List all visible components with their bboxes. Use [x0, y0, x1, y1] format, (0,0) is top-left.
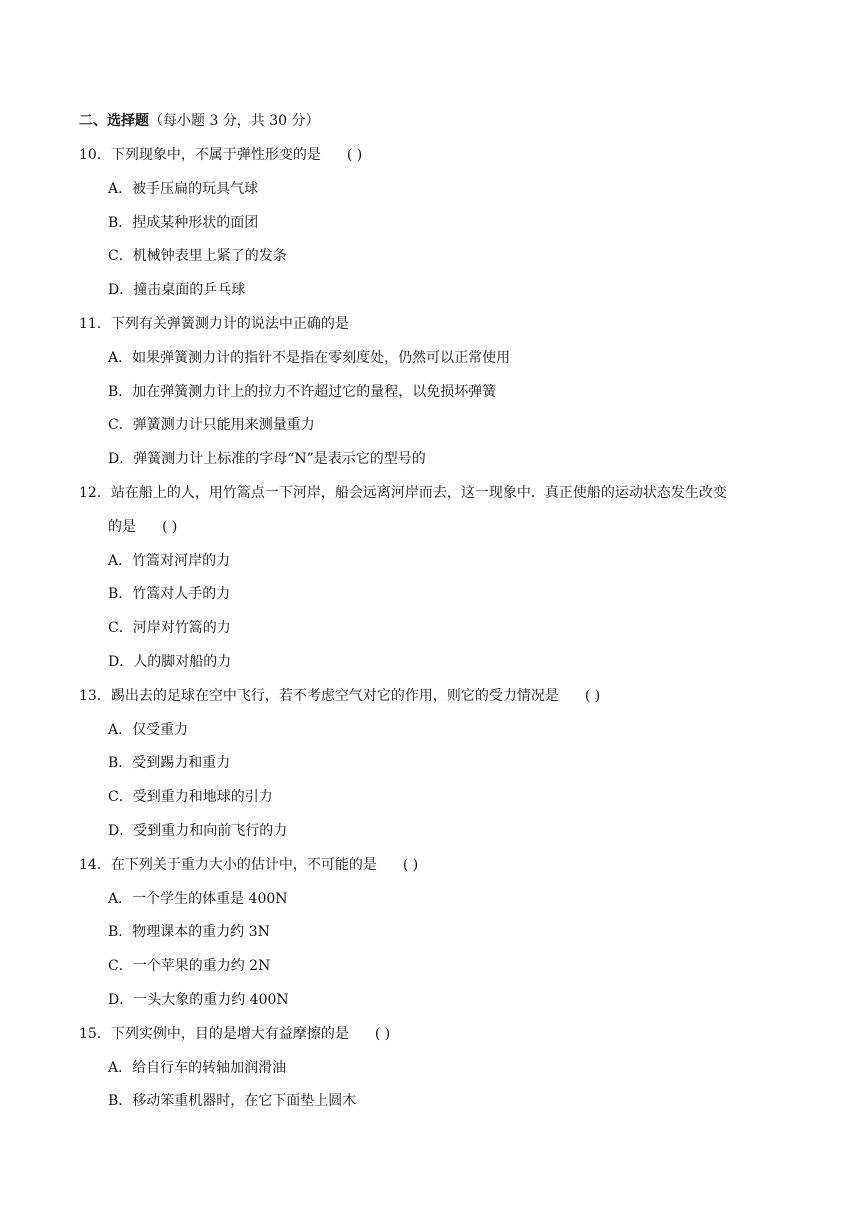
option-b: B．捏成某种形状的面团 — [108, 214, 259, 231]
question-number: 10． — [79, 147, 111, 163]
option-d: D．人的脚对船的力 — [108, 653, 232, 670]
question-text: 下列实例中，目的是增大有益摩擦的是 — [110, 1025, 349, 1042]
option-c: C．弹簧测力计只能用来测量重力 — [108, 417, 315, 434]
question-stem — [79, 483, 799, 503]
question-list — [79, 145, 799, 1125]
question-text: 站在船上的人，用竹篙点一下河岸，船会远离河岸而去，这一现象中．真正使船的运动状态发生改变 — [110, 484, 727, 501]
option-b: B．移动笨重机器时，在它下面垫上圆木 — [108, 1093, 357, 1110]
option-b: B．受到踢力和重力 — [108, 755, 231, 772]
question-15 — [79, 1024, 799, 1112]
option-a: A．竹篙对河岸的力 — [108, 552, 231, 569]
section-heading — [79, 111, 320, 131]
question-number: 11． — [79, 315, 111, 332]
option-d: D．撞击桌面的乒乓球 — [108, 282, 246, 299]
question-number: 12． — [79, 484, 111, 501]
question-stem — [79, 145, 799, 165]
answer-blank: ( ) — [374, 1025, 391, 1042]
option-c: C．受到重力和地球的引力 — [108, 789, 273, 806]
question-stem — [79, 686, 799, 706]
question-number: 15． — [79, 1025, 111, 1042]
option-c: C．一个苹果的重力约 2N — [108, 958, 271, 975]
section-note: （每小题 3 分，共 30 分） — [149, 113, 320, 129]
answer-blank: ( ) — [402, 856, 419, 873]
option-d: D．受到重力和向前飞行的力 — [108, 822, 288, 839]
question-text: 踢出去的足球在空中飞行，若不考虑空气对它的作用，则它的受力情况是 — [110, 687, 559, 704]
option-a: A．被手压扁的玩具气球 — [108, 180, 259, 197]
option-a: A．给自行车的转轴加润滑油 — [108, 1059, 287, 1076]
question-number: 14． — [79, 856, 111, 873]
question-12 — [79, 483, 799, 672]
answer-blank: ( ) — [162, 518, 178, 535]
option-a: A．仅受重力 — [108, 721, 189, 738]
question-stem — [79, 314, 799, 334]
option-c: C．河岸对竹篙的力 — [108, 620, 231, 637]
option-a: A．一个学生的体重是 400N — [108, 890, 288, 907]
option-a: A．如果弹簧测力计的指针不是指在零刻度处，仍然可以正常使用 — [108, 349, 511, 366]
question-10 — [79, 145, 799, 300]
section-title: 二、选择题 — [79, 113, 149, 129]
option-b: B．物理课本的重力约 3N — [108, 924, 270, 941]
question-13 — [79, 686, 799, 841]
option-c: C．机械钟表里上紧了的发条 — [108, 248, 287, 265]
question-stem-continued — [79, 517, 799, 537]
option-d: D．一头大象的重力约 400N — [108, 991, 289, 1008]
option-d: D．弹簧测力计上标准的字母“N”是表示它的型号的 — [108, 451, 426, 468]
question-text: 下列有关弹簧测力计的说法中正确的是 — [110, 315, 349, 332]
question-14 — [79, 855, 799, 1010]
question-number: 13． — [79, 687, 111, 704]
answer-blank: ( ) — [346, 147, 363, 163]
question-11 — [79, 314, 799, 469]
option-b: B．加在弹簧测力计上的拉力不许超过它的量程，以免损坏弹簧 — [108, 383, 497, 400]
question-stem — [79, 855, 799, 875]
question-stem — [79, 1024, 799, 1044]
question-text-continued: 的是 — [108, 518, 136, 535]
option-b: B．竹篙对人手的力 — [108, 586, 231, 603]
question-text: 下列现象中，不属于弹性形变的是 — [110, 147, 321, 163]
question-text: 在下列关于重力大小的估计中，不可能的是 — [110, 856, 377, 873]
answer-blank: ( ) — [584, 687, 601, 704]
